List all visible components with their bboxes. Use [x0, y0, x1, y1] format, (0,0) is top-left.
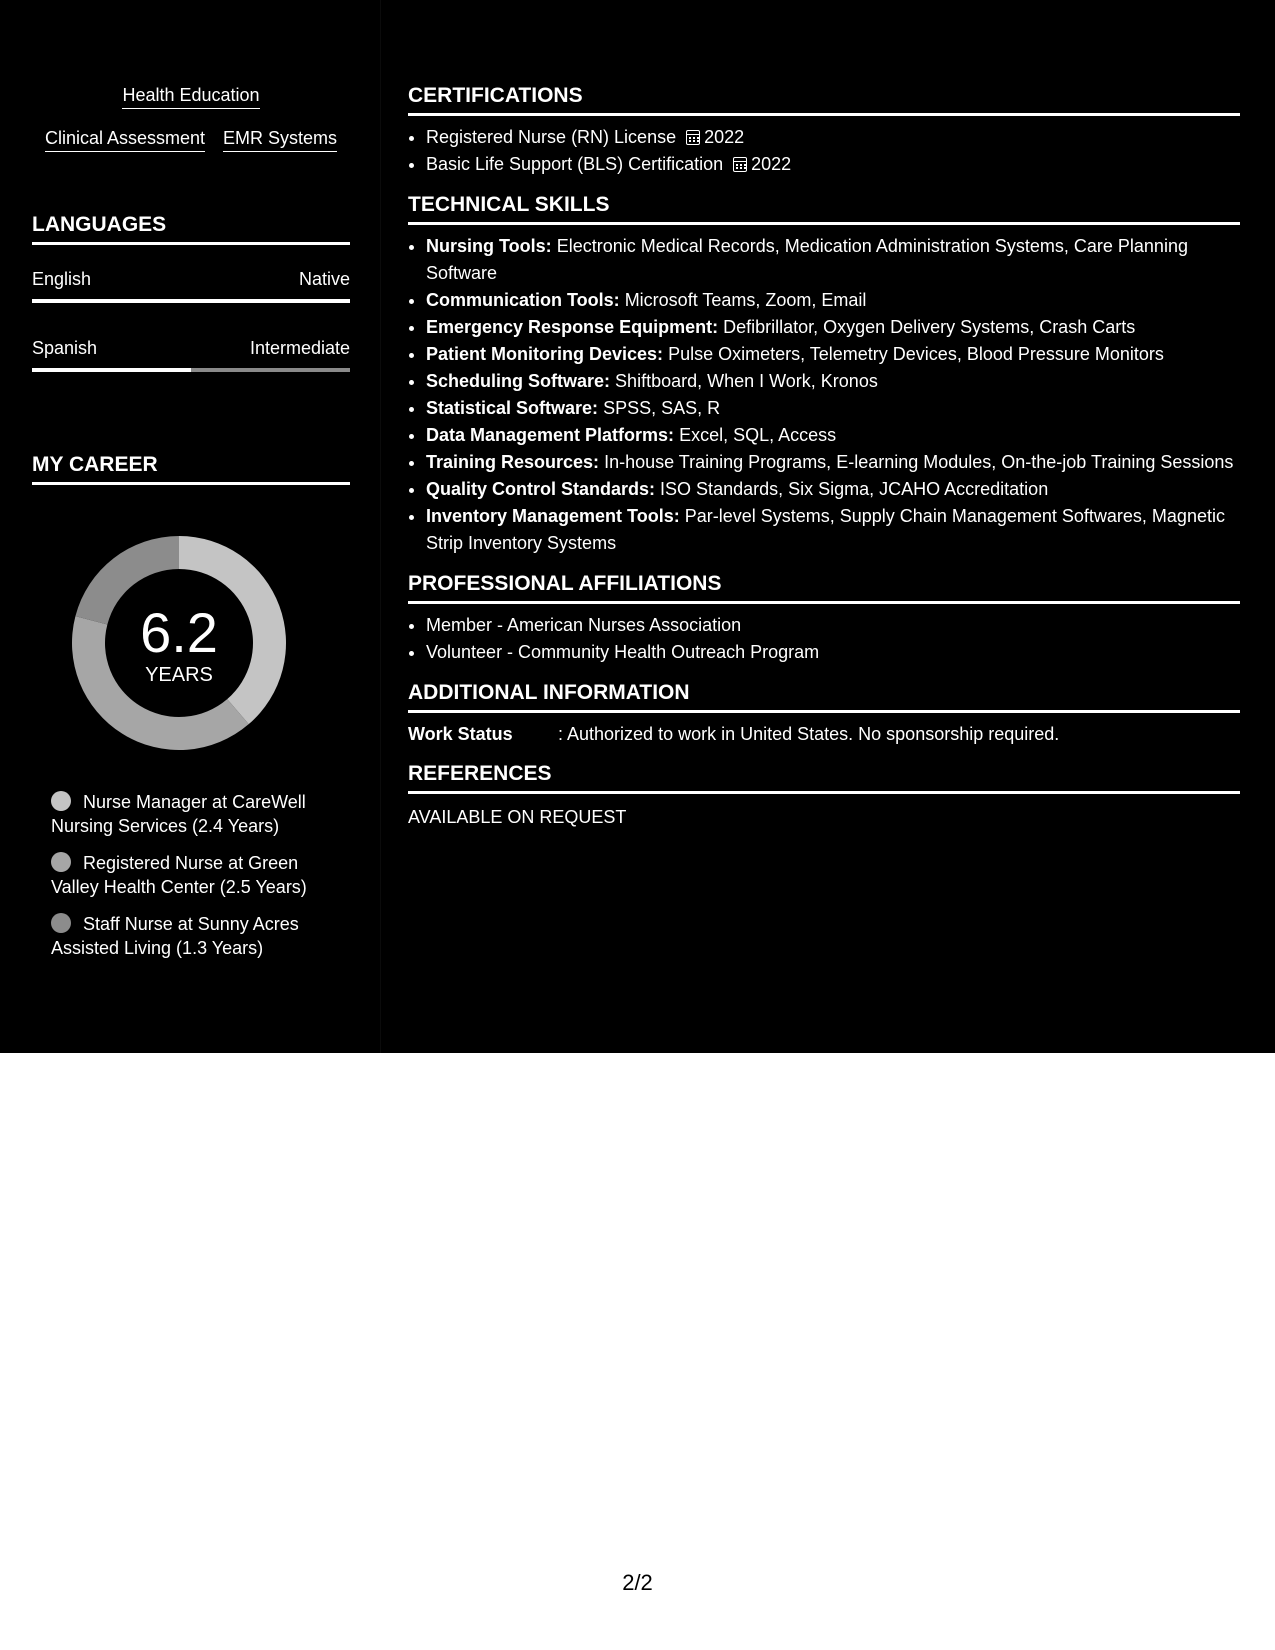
- technical-skill-label: Quality Control Standards:: [426, 479, 656, 499]
- technical-skill-value: Electronic Medical Records, Medication Administration Systems, Care Planning Software: [426, 236, 1188, 283]
- technical-skill-value: Shiftboard, When I Work, Kronos: [615, 371, 878, 391]
- language-item: [32, 337, 350, 372]
- skill-row: [32, 84, 350, 109]
- technical-skill-label: Scheduling Software:: [426, 371, 611, 391]
- technical-skill-value: Defibrillator, Oxygen Delivery Systems, Crash Carts: [723, 317, 1136, 337]
- calendar-icon: [686, 130, 700, 145]
- career-item-text: Nurse Manager at CareWell Nursing Services (2.4 Years): [51, 792, 306, 836]
- technical-skill-item: [426, 287, 1240, 314]
- technical-skill-item: [426, 422, 1240, 449]
- calendar-icon: [733, 157, 747, 172]
- technical-skill-value: Microsoft Teams, Zoom, Email: [624, 290, 867, 310]
- technical-skill-value: In-house Training Programs, E-learning Modules, On-the-job Training Sessions: [604, 452, 1234, 472]
- career-item: [51, 912, 341, 960]
- affiliation-item: • Volunteer - Community Health Outreach Program: [426, 639, 1240, 666]
- technical-skill-label: Statistical Software:: [426, 398, 599, 418]
- career-item: [51, 851, 341, 899]
- references-text: AVAILABLE ON REQUEST: [408, 807, 627, 827]
- sidebar: [0, 0, 381, 1053]
- skill-tag: Health Education: [122, 84, 259, 109]
- career-dot-icon: [51, 791, 71, 811]
- technical-skill-label: Data Management Platforms:: [426, 425, 675, 445]
- career-item-text: Registered Nurse at Green Valley Health Center (2.5 Years): [51, 853, 307, 897]
- technical-skill-item: [426, 341, 1240, 368]
- technical-skills-list: [408, 233, 1240, 557]
- language-bar: [32, 368, 350, 372]
- certification-item: • Basic Life Support (BLS) Certification 2022: [426, 151, 1240, 178]
- language-bar-fill: [32, 299, 350, 303]
- affiliations-heading: PROFESSIONAL AFFILIATIONS: [408, 571, 1240, 604]
- page-number: 2/2: [622, 1570, 653, 1595]
- technical-skill-item: [426, 476, 1240, 503]
- technical-skill-value: ISO Standards, Six Sigma, JCAHO Accreditation: [660, 479, 1049, 499]
- technical-skill-label: Inventory Management Tools:: [426, 506, 680, 526]
- language-bar: [32, 299, 350, 303]
- work-status-label: Work Status: [408, 724, 513, 744]
- certification-year: 2022: [751, 154, 792, 174]
- technical-skill-label: Training Resources:: [426, 452, 600, 472]
- technical-skill-item: [426, 368, 1240, 395]
- language-level: Native: [298, 269, 350, 289]
- main-content: [408, 83, 1240, 830]
- career-list: [51, 790, 341, 973]
- career-item-text: Staff Nurse at Sunny Acres Assisted Living (1.3 Years): [51, 914, 299, 958]
- technical-skill-item: [426, 314, 1240, 341]
- career-dot-icon: [51, 852, 71, 872]
- affiliations-list: [408, 612, 1240, 666]
- references-heading: REFERENCES: [408, 761, 1240, 794]
- technical-skill-label: Nursing Tools:: [426, 236, 552, 256]
- career-dot-icon: [51, 913, 71, 933]
- technical-skills-heading: TECHNICAL SKILLS: [408, 192, 1240, 225]
- career-unit: YEARS: [145, 664, 213, 686]
- career-heading: MY CAREER: [32, 452, 350, 485]
- certification-item: • Registered Nurse (RN) License 2022: [426, 124, 1240, 151]
- certifications-heading: CERTIFICATIONS: [408, 83, 1240, 116]
- technical-skill-item: [426, 503, 1240, 557]
- career-total: 6.2: [140, 601, 218, 664]
- work-status-value: : Authorized to work in United States. No sponsorship required.: [558, 724, 1060, 744]
- certifications-list: [408, 124, 1240, 178]
- certification-year: 2022: [704, 127, 745, 147]
- skill-row: [32, 127, 350, 152]
- skill-tag: EMR Systems: [223, 127, 337, 152]
- technical-skill-item: [426, 395, 1240, 422]
- affiliation-item: • Member - American Nurses Association: [426, 612, 1240, 639]
- career-donut-chart: [66, 530, 292, 756]
- career-item: [51, 790, 341, 838]
- technical-skill-label: Patient Monitoring Devices:: [426, 344, 664, 364]
- technical-skill-item: [426, 449, 1240, 476]
- language-item: [32, 268, 350, 303]
- technical-skill-label: Emergency Response Equipment:: [426, 317, 719, 337]
- additional-info-heading: ADDITIONAL INFORMATION: [408, 680, 1240, 713]
- technical-skill-item: [426, 233, 1240, 287]
- language-level: Intermediate: [249, 338, 350, 358]
- skill-tag: Clinical Assessment: [45, 127, 205, 152]
- technical-skill-value: Pulse Oximeters, Telemetry Devices, Blood Pressure Monitors: [668, 344, 1164, 364]
- technical-skill-value: Par-level Systems, Supply Chain Management Softwares, Magnetic Strip Inventory Systems: [426, 506, 1225, 553]
- language-bar-fill: [32, 368, 191, 372]
- languages-heading: LANGUAGES: [32, 212, 350, 245]
- technical-skill-value: Excel, SQL, Access: [679, 425, 837, 445]
- work-status-row: [408, 721, 1240, 747]
- technical-skill-label: Communication Tools:: [426, 290, 620, 310]
- technical-skill-value: SPSS, SAS, R: [603, 398, 721, 418]
- skill-tags: [32, 84, 350, 170]
- language-name: English: [32, 269, 92, 289]
- language-name: Spanish: [32, 338, 98, 358]
